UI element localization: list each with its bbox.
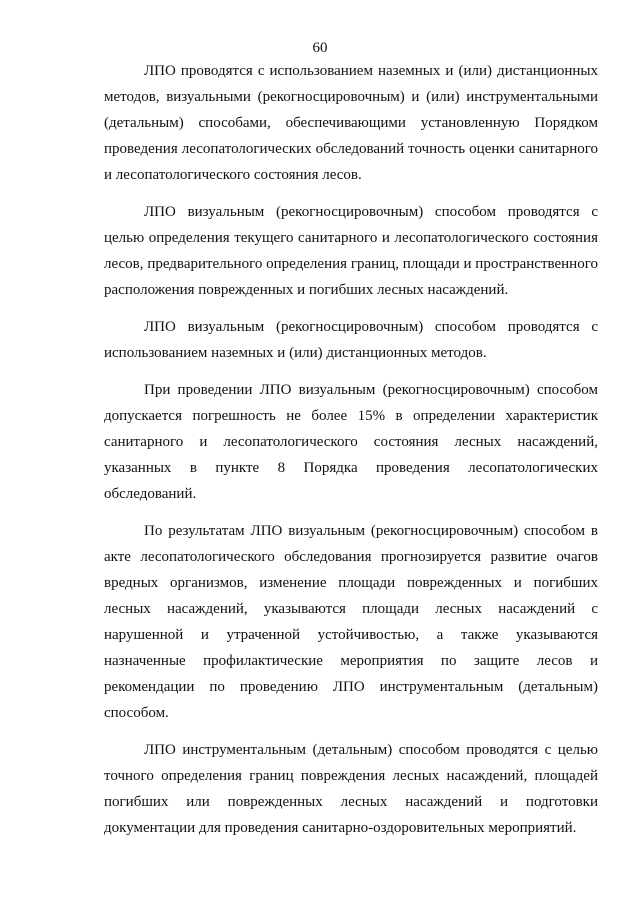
page-number: 60 — [312, 40, 328, 56]
paragraph-3: ЛПО визуальным (рекогносцировочным) способом проводятся с использованием наземных и (или) дистанционных методов. — [104, 319, 598, 361]
paragraph-1: ЛПО проводятся с использованием наземных и (или) дистанционных методов, визуальными (рекогносцировочным) и (или) инструментальными (детальным) способами, обеспечивающими установленную Порядком проведения лесопатологических обследований точность оценки санитарного и лесопатологического состояния лесов. — [104, 63, 598, 183]
paragraph-5: По результатам ЛПО визуальным (рекогносцировочным) способом в акте лесопатологического обследования прогнозируется развитие очагов вредных организмов, изменение площади поврежденных и погибших лесных насаждений, указываются площади лесных насаждений с нарушенной и утраченной устойчивостью, а также указываются назначенные профилактические мероприятия по защите лесов и рекомендации по проведению ЛПО инструментальным (детальным) способом. — [104, 523, 598, 721]
document-body — [104, 58, 598, 852]
paragraph-4: При проведении ЛПО визуальным (рекогносцировочным) способом допускается погрешность не более 15% в определении характеристик санитарного и лесопатологического состояния лесных насаждений, указанных в пункте 8 Порядка проведения лесопатологических обследований. — [104, 382, 598, 502]
paragraph-6: ЛПО инструментальным (детальным) способом проводятся с целью точного определения границ повреждения лесных насаждений, площадей погибших или поврежденных лесных насаждений и подготовки документации для проведения санитарно-оздоровительных мероприятий. — [104, 742, 598, 836]
paragraph-2: ЛПО визуальным (рекогносцировочным) способом проводятся с целью определения текущего санитарного и лесопатологического состояния лесов, предварительного определения границ, площади и пространственного расположения поврежденных и погибших лесных насаждений. — [104, 204, 598, 298]
